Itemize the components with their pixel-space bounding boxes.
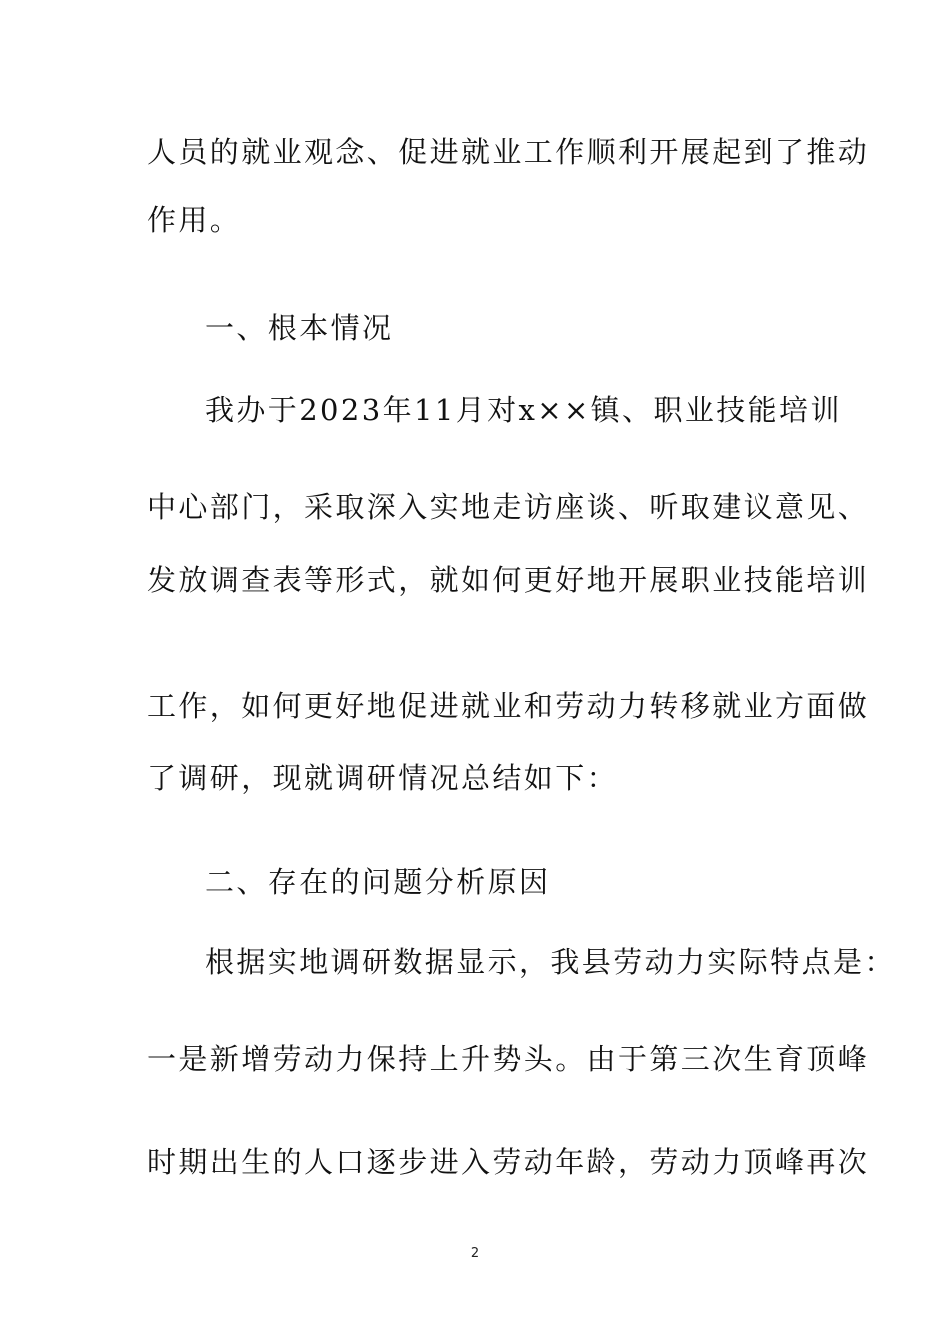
paragraph-line: 工作，如何更好地促进就业和劳动力转移就业方面做 xyxy=(147,689,870,723)
section-heading: 二、存在的问题分析原因 xyxy=(205,865,551,899)
paragraph-line: 作用。 xyxy=(147,203,242,237)
paragraph-line: 根据实地调研数据显示，我县劳动力实际特点是： xyxy=(205,945,896,979)
section-heading: 一、根本情况 xyxy=(205,311,394,345)
paragraph-line: 我办于2023年11月对x××镇、职业技能培训 xyxy=(205,393,842,427)
paragraph-line: 了调研，现就调研情况总结如下： xyxy=(147,761,619,795)
page-number: 2 xyxy=(470,1246,480,1261)
paragraph-line: 人员的就业观念、促进就业工作顺利开展起到了推动 xyxy=(147,135,870,169)
paragraph-line: 发放调查表等形式，就如何更好地开展职业技能培训 xyxy=(147,563,870,597)
paragraph-line: 时期出生的人口逐步进入劳动年龄，劳动力顶峰再次 xyxy=(147,1145,870,1179)
paragraph-line: 一是新增劳动力保持上升势头。由于第三次生育顶峰 xyxy=(147,1042,870,1076)
paragraph-line: 中心部门，采取深入实地走访座谈、听取建议意见、 xyxy=(147,490,870,524)
